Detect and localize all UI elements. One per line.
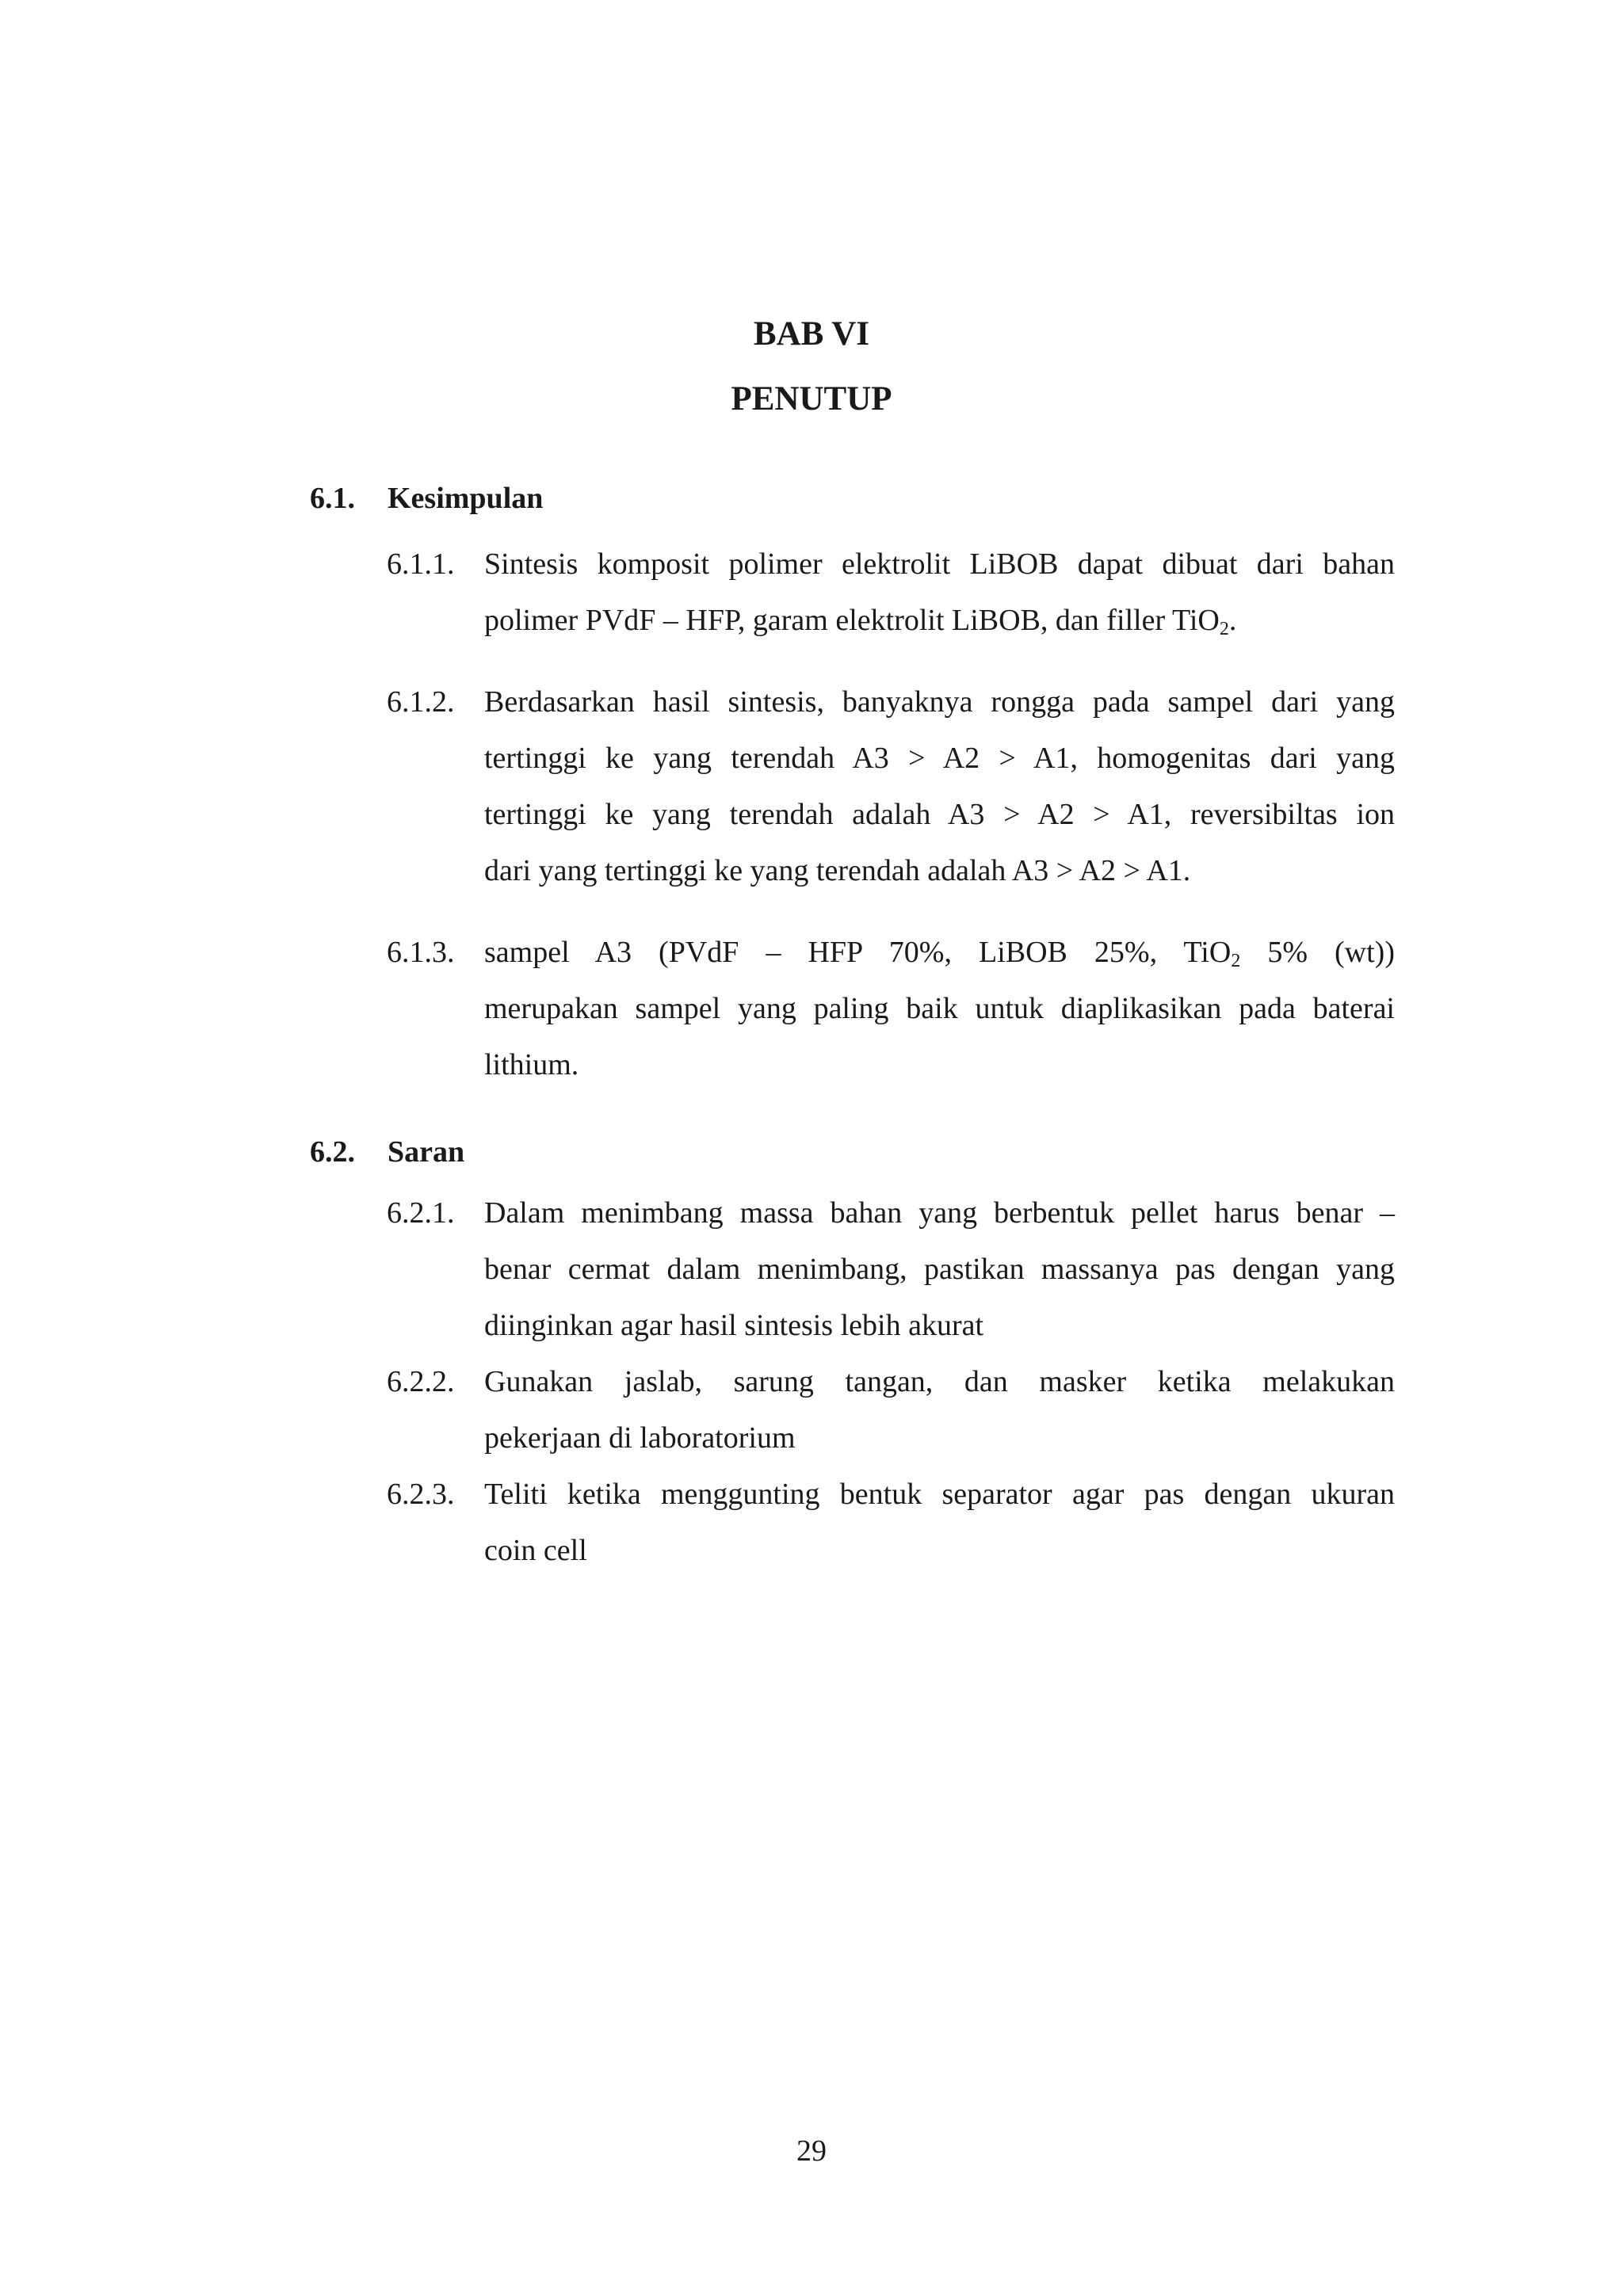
subscript: 2: [1219, 619, 1229, 639]
list-item-6-2-1: [387, 1185, 1395, 1354]
list-item-6-1-3: [387, 925, 1395, 1093]
text-line: dari yang tertinggi ke yang terendah adalah A3 > A2 > A1.: [484, 854, 1191, 887]
item-text: [484, 1185, 1395, 1354]
item-number: 6.2.3.: [387, 1478, 455, 1511]
item-number: 6.2.1.: [387, 1196, 455, 1230]
text-line: tertinggi ke yang terendah A3 > A2 > A1, homogenitas dari yang: [484, 742, 1395, 775]
text-line: Gunakan jaslab, sarung tangan, dan masker ketika melakukan: [484, 1365, 1395, 1398]
text-line: coin cell: [484, 1534, 587, 1567]
item-number: 6.1.3.: [387, 936, 455, 969]
section-title: Saran: [388, 1135, 465, 1169]
item-text: [484, 674, 1395, 899]
item-text: [484, 1354, 1395, 1466]
text-line: benar cermat dalam menimbang, pastikan massanya pas dengan yang: [484, 1253, 1395, 1286]
text-line: Teliti ketika menggunting bentuk separator agar pas dengan ukuran: [484, 1478, 1395, 1511]
text-line: tertinggi ke yang terendah adalah A3 > A2 > A1, reversibiltas ion: [484, 798, 1395, 831]
text-line: merupakan sampel yang paling baik untuk diaplikasikan pada baterai: [484, 992, 1395, 1025]
text-line: pekerjaan di laboratorium: [484, 1421, 796, 1455]
chapter-title: PENUTUP: [731, 380, 892, 418]
list-item-6-2-3: [387, 1466, 1395, 1579]
text-line: [484, 925, 1395, 981]
text-run: .: [1228, 604, 1237, 637]
text-line: Berdasarkan hasil sintesis, banyaknya rongga pada sampel dari yang: [484, 685, 1395, 719]
list-item-6-1-2: [387, 674, 1395, 899]
chapter-number: BAB VI: [753, 315, 870, 353]
section-number: 6.1.: [310, 482, 355, 515]
section-heading-saran: [310, 1137, 464, 1167]
text-run: polimer PVdF – HFP, garam elektrolit LiBOB, dan filler TiO: [484, 604, 1220, 637]
item-text: [484, 1466, 1395, 1579]
item-text: [484, 536, 1395, 649]
item-text: [484, 925, 1395, 1093]
item-number: 6.2.2.: [387, 1365, 455, 1398]
section-heading-kesimpulan: [310, 483, 543, 513]
section-title: Kesimpulan: [388, 482, 544, 515]
text-line: Sintesis komposit polimer elektrolit LiBOB dapat dibuat dari bahan: [484, 547, 1395, 581]
text-line: Dalam menimbang massa bahan yang berbentuk pellet harus benar –: [484, 1196, 1395, 1230]
subscript: 2: [1231, 951, 1241, 971]
text-run: sampel A3 (PVdF – HFP 70%, LiBOB 25%, TiO: [484, 936, 1232, 969]
text-line: [484, 593, 1395, 649]
text-run: 5% (wt)): [1240, 936, 1395, 969]
item-number: 6.1.1.: [387, 547, 455, 581]
list-item-6-2-2: [387, 1354, 1395, 1466]
text-line: diinginkan agar hasil sintesis lebih akurat: [484, 1309, 984, 1342]
list-item-6-1-1: [387, 536, 1395, 649]
page-number: 29: [796, 2134, 827, 2168]
item-number: 6.1.2.: [387, 685, 455, 719]
text-line: lithium.: [484, 1048, 579, 1081]
section-number: 6.2.: [310, 1135, 355, 1169]
